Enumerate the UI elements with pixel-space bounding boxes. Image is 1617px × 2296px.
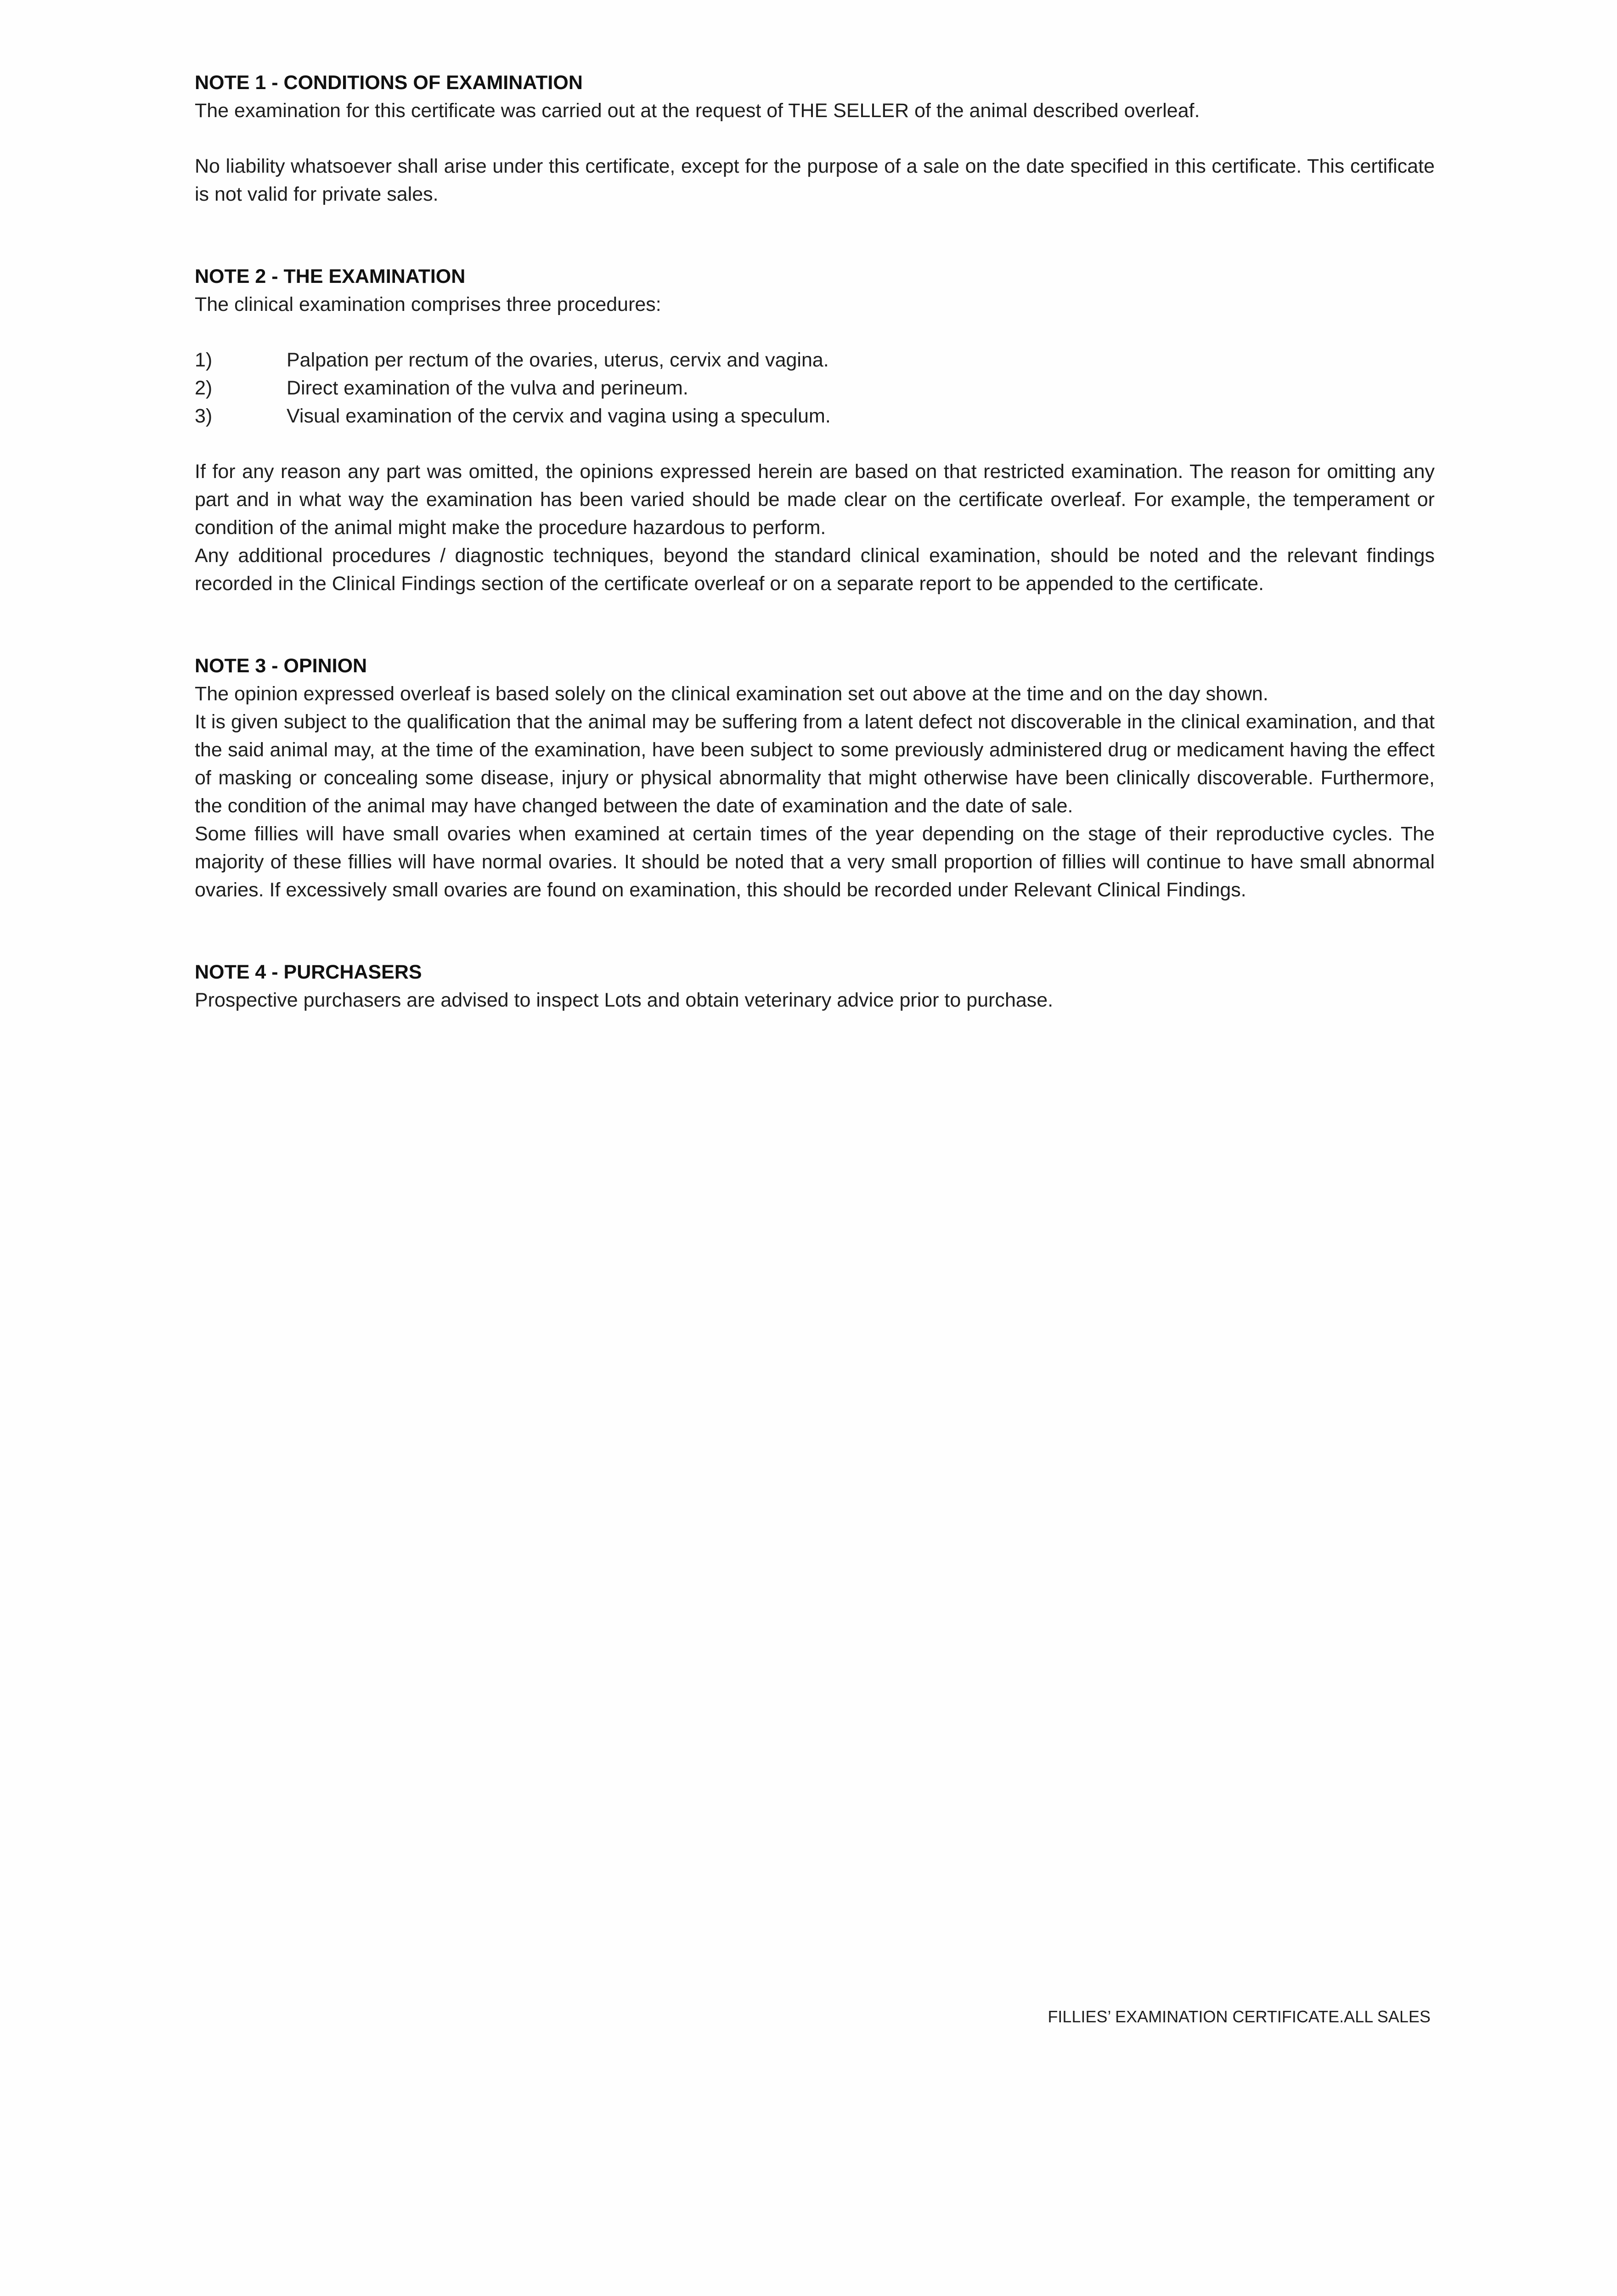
procedure-item (195, 346, 1435, 374)
note-2-intro: The clinical examination comprises three procedures: (195, 293, 661, 315)
note-4-paragraph-1: Prospective purchasers are advised to inspect Lots and obtain veterinary advice prior to purchase. (195, 989, 1054, 1011)
note-1-section (195, 69, 1435, 208)
note-3-paragraph-1: The opinion expressed overleaf is based solely on the clinical examination set out above at the time and on the day shown. (195, 683, 1268, 705)
procedure-text: Direct examination of the vulva and perineum. (287, 377, 688, 399)
procedure-text: Visual examination of the cervix and vagina using a speculum. (287, 405, 831, 427)
note-2-paragraph-2: Any additional procedures / diagnostic techniques, beyond the standard clinical examination, should be noted and the relevant findings recorded in the Clinical Findings section of the certificate overleaf or on a separate report to be appended to the certificate. (195, 545, 1435, 595)
note-1-paragraph-2: No liability whatsoever shall arise under this certificate, except for the purpose of a sale on the date specified in this certificate. This certificate is not valid for private sales. (195, 155, 1435, 205)
note-2-paragraph-1: If for any reason any part was omitted, the opinions expressed herein are based on that restricted examination. The reason for omitting any part and in what way the examination has been varied should be made clear on the certificate overleaf. For example, the temperament or condition of the animal might make the procedure hazardous to perform. (195, 461, 1435, 539)
note-3-paragraph-2: It is given subject to the qualification that the animal may be suffering from a latent defect not discoverable in the clinical examination, and that the said animal may, at the time of the examination, have been subject to some previously administered drug or medicament having the effect of masking or concealing some disease, injury or physical abnormality that might otherwise have been clinically discoverable. Furthermore, the condition of the animal may have changed between the date of examination and the date of sale. (195, 711, 1435, 817)
note-2-heading: NOTE 2 - THE EXAMINATION (195, 265, 466, 287)
note-4-section (195, 958, 1435, 1014)
procedure-number: 2) (195, 377, 213, 399)
note-3-paragraph-3: Some fillies will have small ovaries when examined at certain times of the year depending on the stage of their reproductive cycles. The majority of these fillies will have normal ovaries. It should be noted that a very small proportion of fillies will continue to have small abnormal ovaries. If excessively small ovaries are found on examination, this should be recorded under Relevant Clinical Findings. (195, 823, 1435, 901)
procedure-number: 1) (195, 349, 213, 371)
note-4-heading: NOTE 4 - PURCHASERS (195, 961, 422, 983)
footer-label: FILLIES’ EXAMINATION CERTIFICATE.ALL SALES (1048, 2007, 1431, 2026)
procedure-text: Palpation per rectum of the ovaries, uterus, cervix and vagina. (287, 349, 829, 371)
procedure-item (195, 402, 1435, 430)
note-3-section (195, 652, 1435, 904)
procedure-item (195, 374, 1435, 402)
note-3-heading: NOTE 3 - OPINION (195, 655, 367, 677)
note-2-section (195, 263, 1435, 598)
notes-content (195, 69, 1435, 1014)
procedures-list (195, 346, 1435, 430)
note-1-heading: NOTE 1 - CONDITIONS OF EXAMINATION (195, 72, 583, 94)
note-1-paragraph-1: The examination for this certificate was carried out at the request of THE SELLER of the animal described overleaf. (195, 100, 1200, 122)
procedure-number: 3) (195, 405, 213, 427)
